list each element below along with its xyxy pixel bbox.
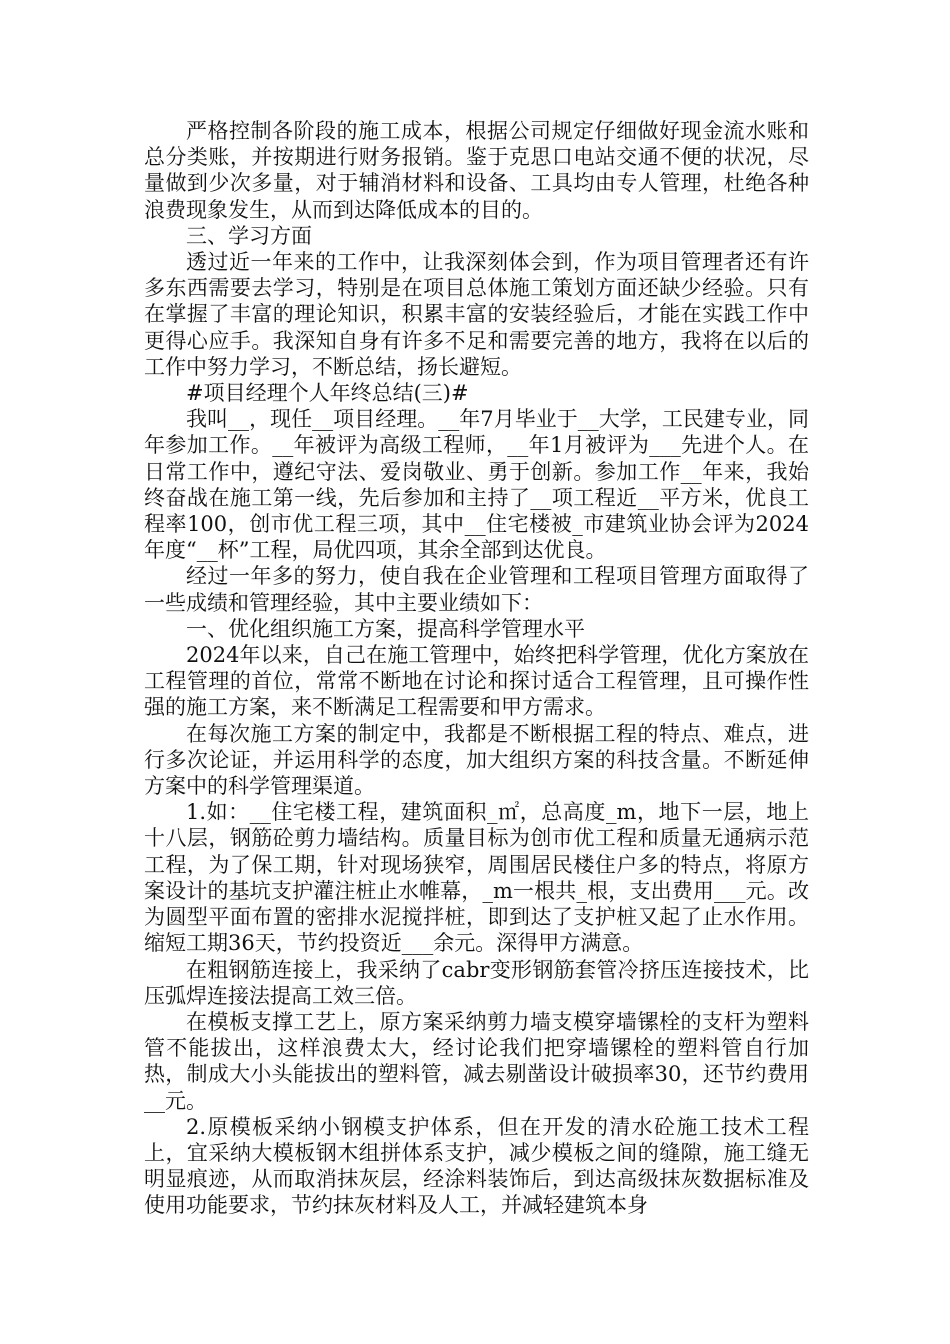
- paragraph-scientific-management: 2024年以来，自己在施工管理中，始终把科学管理，优化方案放在工程管理的首位，常常不断地在讨论和探讨适合工程管理，且可操作性强的施工方案，来不断满足工程需要和甲方需求。: [144, 643, 809, 720]
- heading-learning: 三、学习方面: [186, 223, 312, 248]
- paragraph-example-1: 1.如：__住宅楼工程，建筑面积_㎡，总高度_m，地下一层，地上十八层，钢筋砼剪力墙结构。质量目标为创市优工程和质量无通病示范工程，为了保工期，针对现场狭窄，周围居民楼住户多的特点，将原方案设计的基坑支护灌注桩止水帷幕，_m一根共_根，支出费用___元。改为圆型平面布置的密排水泥搅拌桩，即到达了支护桩又起了止水作用。缩短工期36天，节约投资近___余元。深得甲方满意。: [144, 800, 809, 956]
- paragraph-formwork-support: 在模板支撑工艺上，原方案采纳剪力墙支模穿墙镙栓的支杆为塑料管不能拔出，这样浪费太大，经讨论我们把穿墙镙栓的塑料管自行加热，制成大小头能拔出的塑料管，减去剔凿设计破损率30，还节约费用__元。: [144, 1009, 809, 1113]
- paragraph-example-2: 2.原模板采纳小钢模支护体系，但在开发的清水砼施工技术工程上，宜采纳大模板钢木组拼体系支护，减少模板之间的缝隙，施工缝无明显痕迹，从而取消抹灰层，经涂料装饰后，到达高级抹灰数据标准及使用功能要求，节约抹灰材料及人工，并减轻建筑本身: [144, 1114, 809, 1218]
- paragraph-learning: 透过近一年来的工作中，让我深刻体会到，作为项目管理者还有许多东西需要去学习，特别是在项目总体施工策划方面还缺少经验。只有在掌握了丰富的理论知识，积累丰富的安装经验后，才能在实践工作中更得心应手。我深知自身有许多不足和需要完善的地方，我将在以后的工作中努力学习，不断总结，扬长避短。: [144, 250, 809, 379]
- document-body: [144, 118, 809, 1219]
- paragraph-rebar-connection: 在粗钢筋连接上，我采纳了cabr变形钢筋套管冷挤压连接技术，比压弧焊连接法提高工效三倍。: [144, 957, 809, 1008]
- paragraph-introduction: 我叫__，现任__项目经理。__年7月毕业于__大学，工民建专业，同年参加工作。__年被评为高级工程师，__年1月被评为___先进个人。在日常工作中，遵纪守法、爱岗敬业、勇于创新。参加工作__年来，我始终奋战在施工第一线，先后参加和主持了__项工程近__平方米，优良工程率100，创市优工程三项，其中__住宅楼被_市建筑业协会评为2024年度“__杯”工程，局优四项，其余全部到达优良。: [144, 407, 809, 563]
- section-title: #项目经理个人年终总结(三)#: [186, 381, 469, 406]
- paragraph-plan-formulation: 在每次施工方案的制定中，我都是不断根据工程的特点、难点，进行多次论证，并运用科学的态度，加大组织方案的科技含量。不断延伸方案中的科学管理渠道。: [144, 721, 809, 799]
- heading-optimize-plan: 一、优化组织施工方案，提高科学管理水平: [186, 616, 585, 641]
- paragraph-achievements-intro: 经过一年多的努力，使自我在企业管理和工程项目管理方面取得了一些成绩和管理经验，其中主要业绩如下：: [144, 564, 809, 615]
- paragraph-cost-control: 严格控制各阶段的施工成本，根据公司规定仔细做好现金流水账和总分类账，并按期进行财务报销。鉴于克思口电站交通不便的状况，尽量做到少次多量，对于辅消材料和设备、工具均由专人管理，杜绝各种浪费现象发生，从而到达降低成本的目的。: [144, 119, 809, 222]
